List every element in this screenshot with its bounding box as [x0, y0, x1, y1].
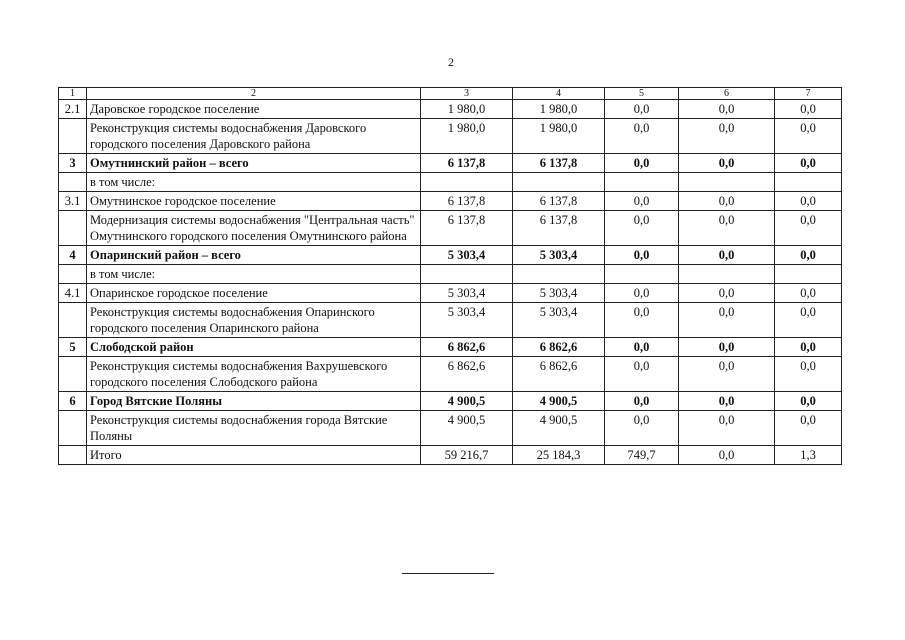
col3-value-cell: 1 980,0 — [421, 100, 513, 119]
col7-value-cell: 0,0 — [775, 338, 842, 357]
col5-value-cell: 0,0 — [605, 211, 679, 246]
col3-value-cell — [421, 173, 513, 192]
row-name-cell: Итого — [87, 446, 421, 465]
col4-value-cell: 25 184,3 — [513, 446, 605, 465]
col3-value-cell: 5 303,4 — [421, 303, 513, 338]
col7-value-cell: 0,0 — [775, 119, 842, 154]
col3-value-cell: 6 137,8 — [421, 192, 513, 211]
header-cell: 5 — [605, 88, 679, 100]
col5-value-cell — [605, 173, 679, 192]
table-row — [59, 246, 842, 265]
col3-value-cell: 5 303,4 — [421, 284, 513, 303]
budget-table — [58, 87, 842, 465]
row-name-cell: Опаринское городское поселение — [87, 284, 421, 303]
col6-value-cell: 0,0 — [679, 303, 775, 338]
col6-value-cell: 0,0 — [679, 284, 775, 303]
col4-value-cell: 6 137,8 — [513, 154, 605, 173]
col7-value-cell: 0,0 — [775, 303, 842, 338]
header-cell: 4 — [513, 88, 605, 100]
col7-value-cell: 0,0 — [775, 100, 842, 119]
col4-value-cell: 5 303,4 — [513, 246, 605, 265]
col5-value-cell: 0,0 — [605, 284, 679, 303]
row-name-cell: Модернизация системы водоснабжения "Центральная часть" Омутнинского городского поселения Омутнинского района — [87, 211, 421, 246]
col4-value-cell: 1 980,0 — [513, 119, 605, 154]
col4-value-cell: 6 862,6 — [513, 338, 605, 357]
table-row — [59, 446, 842, 465]
header-cell: 3 — [421, 88, 513, 100]
col3-value-cell: 59 216,7 — [421, 446, 513, 465]
col3-value-cell: 6 137,8 — [421, 211, 513, 246]
col3-value-cell: 6 137,8 — [421, 154, 513, 173]
col6-value-cell — [679, 173, 775, 192]
header-cell: 6 — [679, 88, 775, 100]
col6-value-cell: 0,0 — [679, 246, 775, 265]
col5-value-cell: 0,0 — [605, 192, 679, 211]
col6-value-cell: 0,0 — [679, 446, 775, 465]
row-name-cell: Опаринский район – всего — [87, 246, 421, 265]
table-row — [59, 338, 842, 357]
col5-value-cell: 0,0 — [605, 119, 679, 154]
col4-value-cell: 6 862,6 — [513, 357, 605, 392]
col4-value-cell: 6 137,8 — [513, 192, 605, 211]
row-number-cell — [59, 446, 87, 465]
table-row — [59, 173, 842, 192]
col3-value-cell: 6 862,6 — [421, 357, 513, 392]
col5-value-cell: 0,0 — [605, 411, 679, 446]
row-number-cell — [59, 303, 87, 338]
col4-value-cell: 5 303,4 — [513, 303, 605, 338]
col6-value-cell: 0,0 — [679, 192, 775, 211]
col5-value-cell: 749,7 — [605, 446, 679, 465]
col4-value-cell: 4 900,5 — [513, 392, 605, 411]
table-row — [59, 392, 842, 411]
row-number-cell: 4 — [59, 246, 87, 265]
col6-value-cell — [679, 265, 775, 284]
col7-value-cell: 0,0 — [775, 154, 842, 173]
table-body — [59, 100, 842, 465]
row-number-cell: 5 — [59, 338, 87, 357]
col4-value-cell — [513, 173, 605, 192]
table-row — [59, 265, 842, 284]
table-row — [59, 100, 842, 119]
col5-value-cell: 0,0 — [605, 154, 679, 173]
col6-value-cell: 0,0 — [679, 211, 775, 246]
row-name-cell: в том числе: — [87, 265, 421, 284]
table-row — [59, 192, 842, 211]
row-name-cell: Город Вятские Поляны — [87, 392, 421, 411]
row-number-cell: 6 — [59, 392, 87, 411]
col7-value-cell — [775, 265, 842, 284]
col7-value-cell: 0,0 — [775, 211, 842, 246]
table-row — [59, 411, 842, 446]
row-number-cell: 3.1 — [59, 192, 87, 211]
table-row — [59, 284, 842, 303]
row-number-cell — [59, 119, 87, 154]
col3-value-cell: 6 862,6 — [421, 338, 513, 357]
row-number-cell — [59, 173, 87, 192]
row-number-cell — [59, 411, 87, 446]
col6-value-cell: 0,0 — [679, 338, 775, 357]
col6-value-cell: 0,0 — [679, 119, 775, 154]
col3-value-cell: 5 303,4 — [421, 246, 513, 265]
row-name-cell: Реконструкция системы водоснабжения Даровского городского поселения Даровского района — [87, 119, 421, 154]
row-name-cell: Омутнинский район – всего — [87, 154, 421, 173]
table-row — [59, 154, 842, 173]
col4-value-cell: 5 303,4 — [513, 284, 605, 303]
col6-value-cell: 0,0 — [679, 411, 775, 446]
table-row — [59, 357, 842, 392]
col5-value-cell: 0,0 — [605, 246, 679, 265]
col6-value-cell: 0,0 — [679, 100, 775, 119]
col4-value-cell: 1 980,0 — [513, 100, 605, 119]
col7-value-cell — [775, 173, 842, 192]
header-row — [59, 88, 842, 100]
col3-value-cell — [421, 265, 513, 284]
row-number-cell — [59, 265, 87, 284]
row-name-cell: Слободской район — [87, 338, 421, 357]
row-number-cell — [59, 211, 87, 246]
col7-value-cell: 0,0 — [775, 246, 842, 265]
row-name-cell: Реконструкция системы водоснабжения Опаринского городского поселения Опаринского района — [87, 303, 421, 338]
col5-value-cell: 0,0 — [605, 392, 679, 411]
table-row — [59, 211, 842, 246]
col3-value-cell: 1 980,0 — [421, 119, 513, 154]
col3-value-cell: 4 900,5 — [421, 411, 513, 446]
col7-value-cell: 0,0 — [775, 411, 842, 446]
row-name-cell: Омутнинское городское поселение — [87, 192, 421, 211]
col7-value-cell: 0,0 — [775, 192, 842, 211]
row-number-cell — [59, 357, 87, 392]
col6-value-cell: 0,0 — [679, 154, 775, 173]
row-number-cell: 2.1 — [59, 100, 87, 119]
page-number: 2 — [448, 55, 454, 69]
table-row — [59, 119, 842, 154]
col6-value-cell: 0,0 — [679, 392, 775, 411]
col5-value-cell — [605, 265, 679, 284]
col4-value-cell: 6 137,8 — [513, 211, 605, 246]
col7-value-cell: 0,0 — [775, 357, 842, 392]
col4-value-cell: 4 900,5 — [513, 411, 605, 446]
header-cell: 1 — [59, 88, 87, 100]
col7-value-cell: 1,3 — [775, 446, 842, 465]
col4-value-cell — [513, 265, 605, 284]
footer-separator-line — [402, 573, 494, 574]
row-number-cell: 3 — [59, 154, 87, 173]
row-number-cell: 4.1 — [59, 284, 87, 303]
col3-value-cell: 4 900,5 — [421, 392, 513, 411]
col7-value-cell: 0,0 — [775, 284, 842, 303]
col5-value-cell: 0,0 — [605, 338, 679, 357]
row-name-cell: Реконструкция системы водоснабжения города Вятские Поляны — [87, 411, 421, 446]
table-row — [59, 303, 842, 338]
col6-value-cell: 0,0 — [679, 357, 775, 392]
col5-value-cell: 0,0 — [605, 357, 679, 392]
col5-value-cell: 0,0 — [605, 303, 679, 338]
row-name-cell: в том числе: — [87, 173, 421, 192]
header-cell: 2 — [87, 88, 421, 100]
header-cell: 7 — [775, 88, 842, 100]
col5-value-cell: 0,0 — [605, 100, 679, 119]
col7-value-cell: 0,0 — [775, 392, 842, 411]
row-name-cell: Даровское городское поселение — [87, 100, 421, 119]
row-name-cell: Реконструкция системы водоснабжения Вахрушевского городского поселения Слободского района — [87, 357, 421, 392]
